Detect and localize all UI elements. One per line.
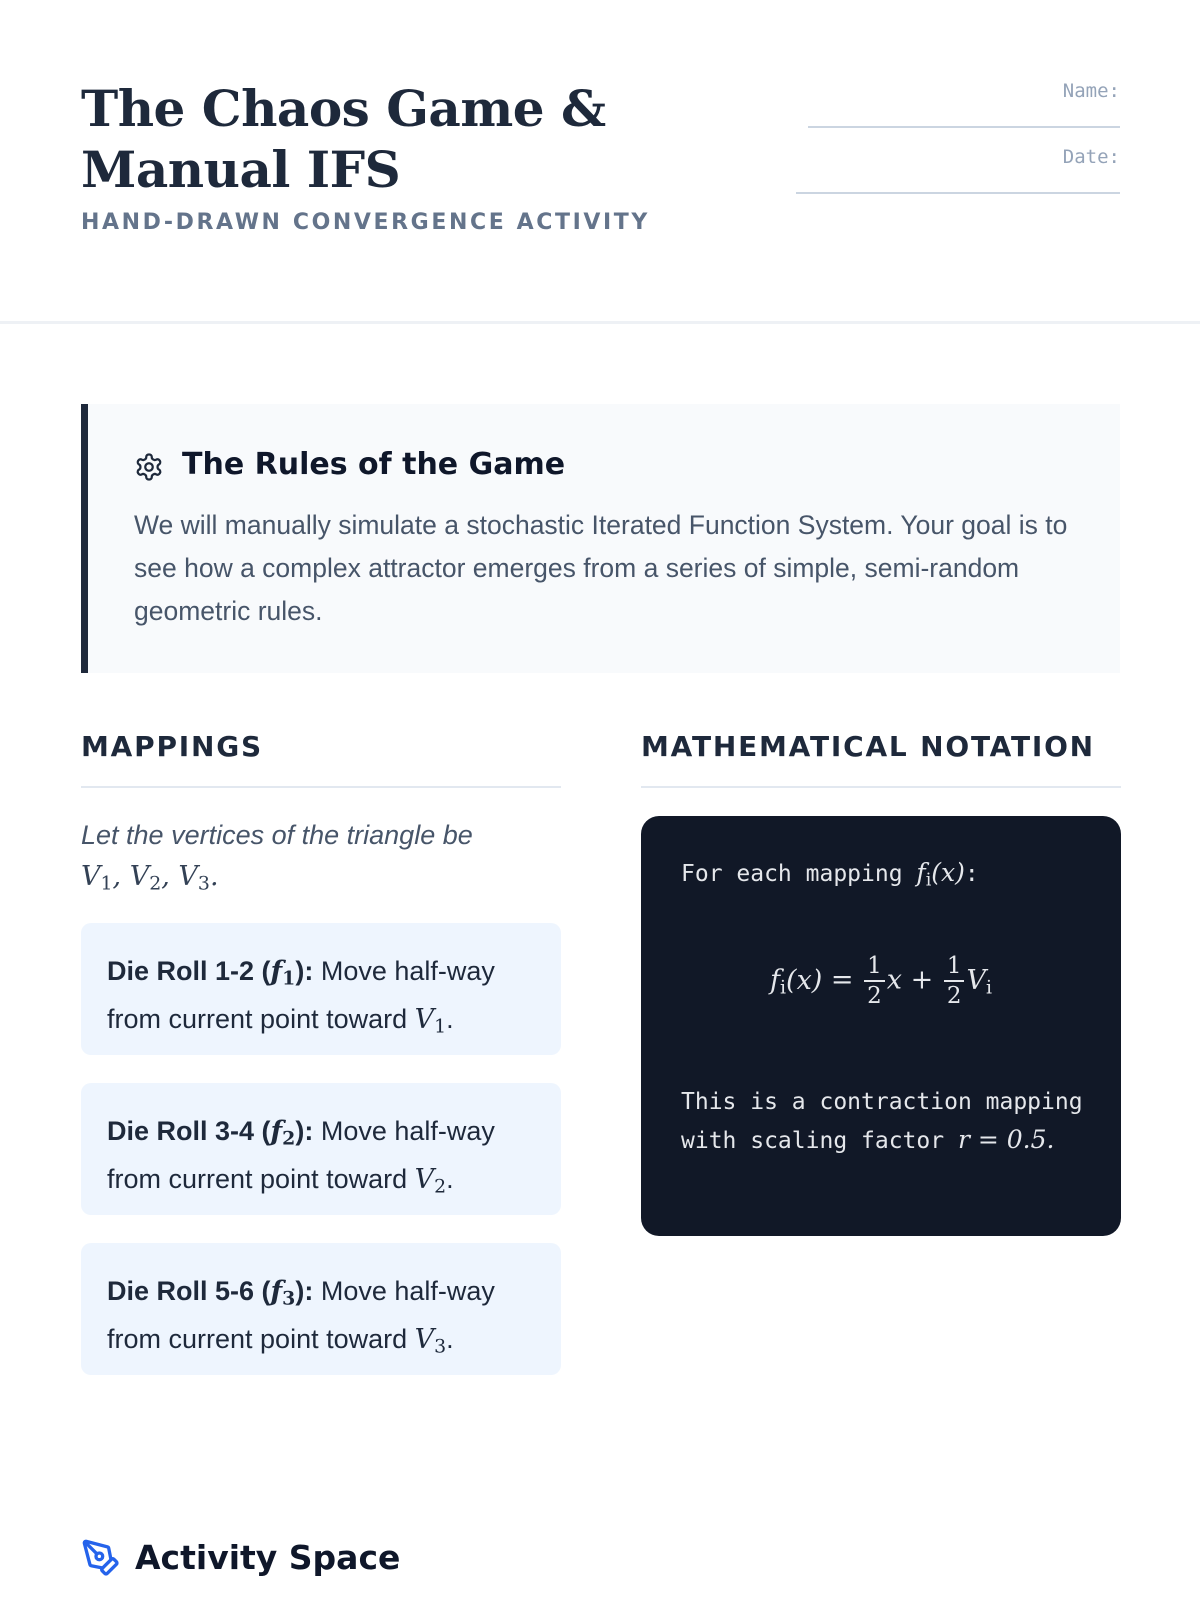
gear-icon — [134, 452, 164, 482]
ifs-formula: $f_i(x)$ = $\frac{1}{2}$ x + $\frac{1}{2}$ $V_i$ — [770, 953, 992, 1009]
rules-description: We will manually simulate a stochastic Iterated Function System. Your goal is to see how a complex attractor emerges from a series of simple, semi-random geometric rules. — [134, 510, 1068, 626]
notation-panel — [641, 816, 1121, 1236]
activity-title: Activity Space — [135, 1538, 401, 1577]
page-subtitle: HAND-DRAWN CONVERGENCE ACTIVITY — [81, 210, 650, 235]
contraction-note: This is a contraction mapping with scaling factor r = 0.5. — [681, 1089, 1083, 1154]
name-field[interactable] — [808, 126, 1120, 128]
mappings-heading: MAPPINGS — [81, 730, 263, 763]
page-title: The Chaos Game & Manual IFS — [81, 79, 606, 199]
mappings-intro: Let the vertices of the triangle be $V_1$, $V_2$, $V_3$. — [81, 820, 473, 895]
notation-intro: For each mapping $f_i(x)$: — [681, 858, 979, 891]
notation-divider — [641, 786, 1121, 788]
rules-callout — [81, 404, 1120, 673]
date-label: Date: — [1062, 146, 1120, 168]
mapping-card-1: Die Roll 1-2 $(f_1)$: Move half-way from current point toward $V_1$. — [81, 923, 561, 1055]
mapping-card-3: Die Roll 5-6 $(f_3)$: Move half-way from current point toward $V_3$. — [81, 1243, 561, 1375]
notation-heading: MATHEMATICAL NOTATION — [641, 730, 1095, 763]
name-label: Name: — [1062, 80, 1120, 102]
mapping-card-2: Die Roll 3-4 $(f_2)$: Move half-way from current point toward $V_2$. — [81, 1083, 561, 1215]
mappings-divider — [81, 786, 561, 788]
worksheet-header — [0, 0, 1200, 324]
date-field[interactable] — [796, 192, 1120, 194]
vertices-math: $V_1$, $V_2$, $V_3$. — [81, 861, 219, 895]
pen-tool-icon — [81, 1538, 121, 1578]
rules-title: The Rules of the Game — [182, 447, 566, 482]
